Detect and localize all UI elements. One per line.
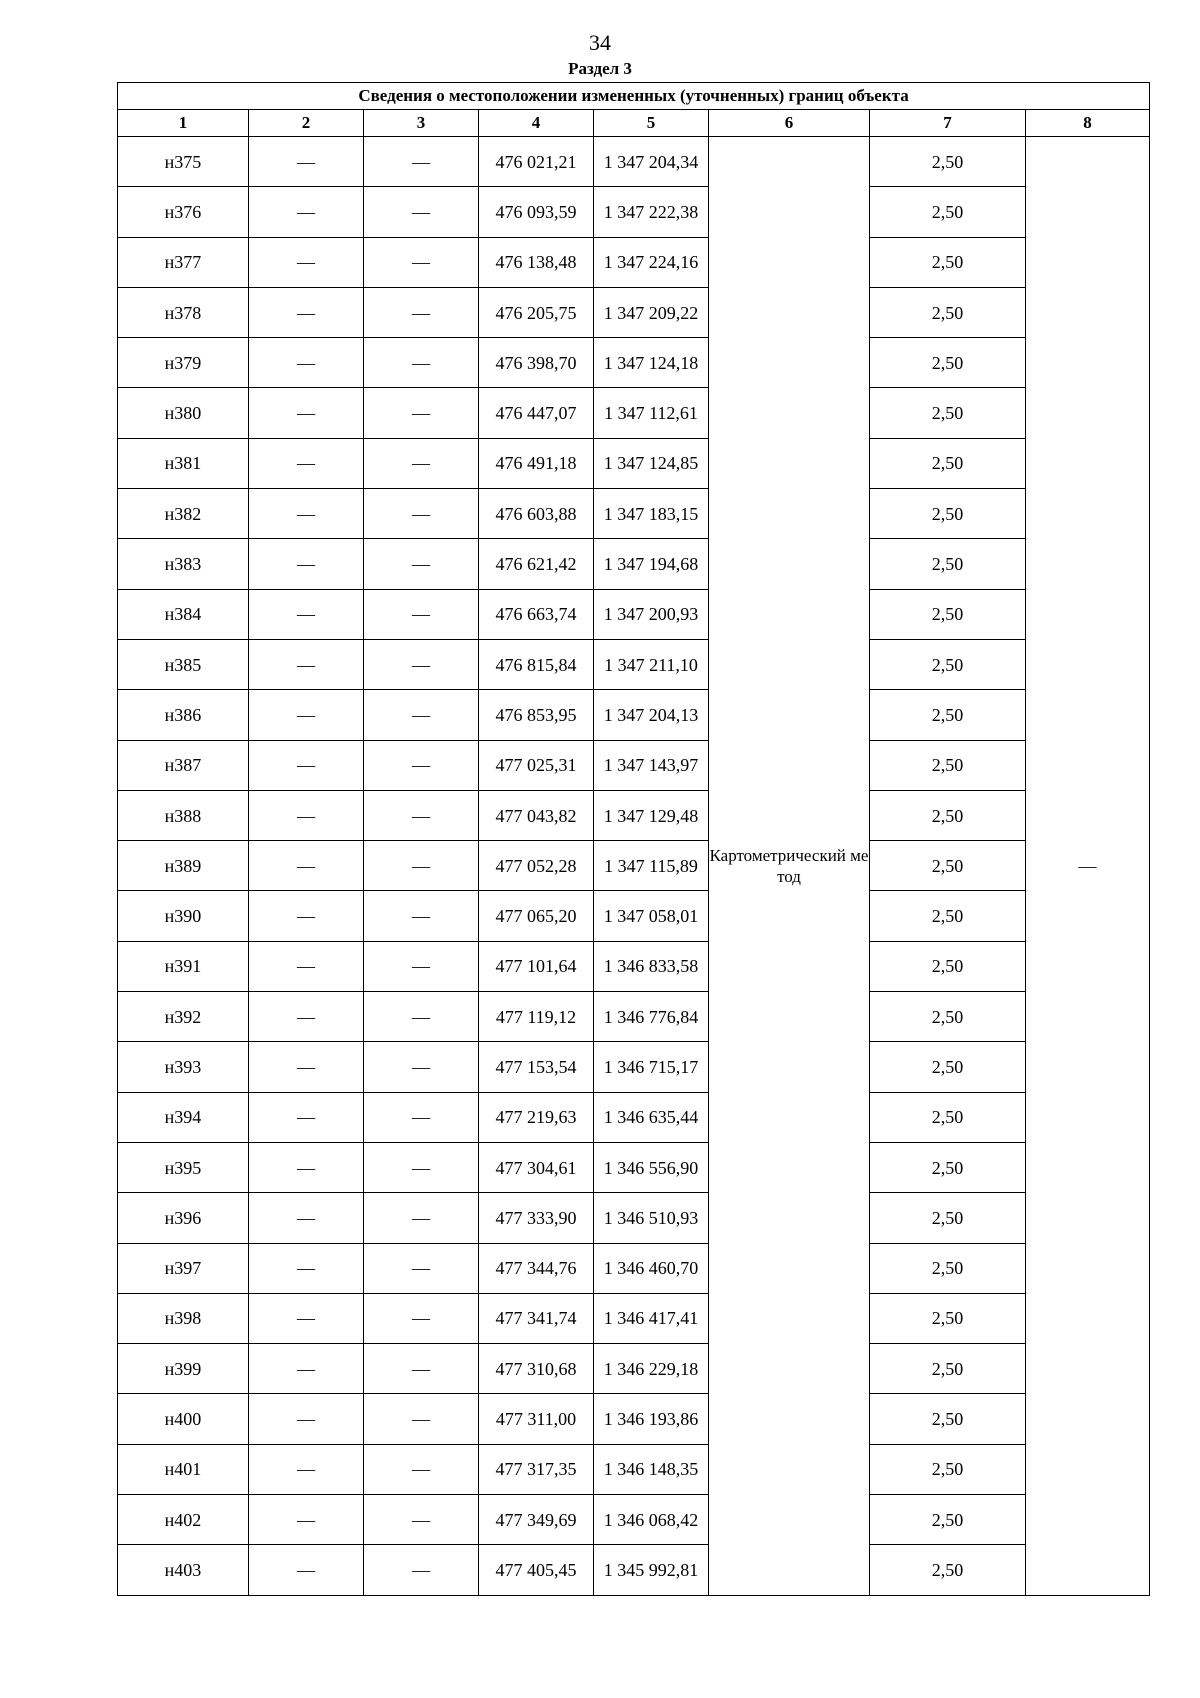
col2-value: — bbox=[249, 841, 364, 891]
y-coordinate: 1 347 112,61 bbox=[594, 388, 709, 438]
table-row bbox=[118, 1042, 1150, 1092]
col2-value: — bbox=[249, 438, 364, 488]
column-header: 4 bbox=[479, 110, 594, 137]
table-row bbox=[118, 137, 1150, 187]
x-coordinate: 476 447,07 bbox=[479, 388, 594, 438]
x-coordinate: 477 311,00 bbox=[479, 1394, 594, 1444]
column-header: 1 bbox=[118, 110, 249, 137]
y-coordinate: 1 346 510,93 bbox=[594, 1193, 709, 1243]
col3-value: — bbox=[364, 841, 479, 891]
point-id: н385 bbox=[118, 639, 249, 689]
accuracy-value: 2,50 bbox=[870, 388, 1026, 438]
table-row bbox=[118, 1344, 1150, 1394]
accuracy-value: 2,50 bbox=[870, 1293, 1026, 1343]
table-row bbox=[118, 589, 1150, 639]
col2-value: — bbox=[249, 790, 364, 840]
accuracy-value: 2,50 bbox=[870, 941, 1026, 991]
y-coordinate: 1 347 194,68 bbox=[594, 539, 709, 589]
table-row bbox=[118, 740, 1150, 790]
y-coordinate: 1 347 129,48 bbox=[594, 790, 709, 840]
column-header: 6 bbox=[709, 110, 870, 137]
y-coordinate: 1 347 224,16 bbox=[594, 237, 709, 287]
boundary-table bbox=[117, 82, 1150, 1596]
col2-value: — bbox=[249, 1042, 364, 1092]
point-id: н394 bbox=[118, 1092, 249, 1142]
accuracy-value: 2,50 bbox=[870, 841, 1026, 891]
col3-value: — bbox=[364, 438, 479, 488]
accuracy-value: 2,50 bbox=[870, 137, 1026, 187]
x-coordinate: 476 491,18 bbox=[479, 438, 594, 488]
point-id: н378 bbox=[118, 287, 249, 337]
x-coordinate: 477 317,35 bbox=[479, 1444, 594, 1494]
table-row bbox=[118, 639, 1150, 689]
point-id: н389 bbox=[118, 841, 249, 891]
accuracy-value: 2,50 bbox=[870, 1394, 1026, 1444]
table-row bbox=[118, 1293, 1150, 1343]
point-id: н381 bbox=[118, 438, 249, 488]
table-row bbox=[118, 841, 1150, 891]
table-row bbox=[118, 1545, 1150, 1595]
col2-value: — bbox=[249, 1444, 364, 1494]
col3-value: — bbox=[364, 790, 479, 840]
col2-value: — bbox=[249, 1344, 364, 1394]
column-header: 3 bbox=[364, 110, 479, 137]
x-coordinate: 476 093,59 bbox=[479, 187, 594, 237]
col2-value: — bbox=[249, 1243, 364, 1293]
col2-value: — bbox=[249, 690, 364, 740]
col2-value: — bbox=[249, 1193, 364, 1243]
x-coordinate: 477 341,74 bbox=[479, 1293, 594, 1343]
table-row bbox=[118, 941, 1150, 991]
table-row bbox=[118, 489, 1150, 539]
col3-value: — bbox=[364, 891, 479, 941]
x-coordinate: 477 310,68 bbox=[479, 1344, 594, 1394]
x-coordinate: 476 021,21 bbox=[479, 137, 594, 187]
col2-value: — bbox=[249, 1092, 364, 1142]
y-coordinate: 1 347 222,38 bbox=[594, 187, 709, 237]
point-id: н380 bbox=[118, 388, 249, 438]
column-header: 2 bbox=[249, 110, 364, 137]
col3-value: — bbox=[364, 992, 479, 1042]
point-id: н377 bbox=[118, 237, 249, 287]
y-coordinate: 1 346 833,58 bbox=[594, 941, 709, 991]
point-id: н376 bbox=[118, 187, 249, 237]
col3-value: — bbox=[364, 740, 479, 790]
y-coordinate: 1 346 556,90 bbox=[594, 1142, 709, 1192]
accuracy-value: 2,50 bbox=[870, 1495, 1026, 1545]
accuracy-value: 2,50 bbox=[870, 338, 1026, 388]
page-number: 34 bbox=[589, 30, 611, 55]
table-row bbox=[118, 690, 1150, 740]
x-coordinate: 476 663,74 bbox=[479, 589, 594, 639]
point-id: н395 bbox=[118, 1142, 249, 1192]
y-coordinate: 1 347 058,01 bbox=[594, 891, 709, 941]
y-coordinate: 1 346 715,17 bbox=[594, 1042, 709, 1092]
table-row bbox=[118, 1444, 1150, 1494]
col2-value: — bbox=[249, 287, 364, 337]
col8-value: — bbox=[1026, 137, 1150, 1596]
col2-value: — bbox=[249, 740, 364, 790]
col3-value: — bbox=[364, 1092, 479, 1142]
col3-value: — bbox=[364, 1142, 479, 1192]
y-coordinate: 1 347 115,89 bbox=[594, 841, 709, 891]
table-row bbox=[118, 891, 1150, 941]
y-coordinate: 1 347 204,13 bbox=[594, 690, 709, 740]
col2-value: — bbox=[249, 1293, 364, 1343]
y-coordinate: 1 347 124,18 bbox=[594, 338, 709, 388]
col2-value: — bbox=[249, 1394, 364, 1444]
x-coordinate: 477 025,31 bbox=[479, 740, 594, 790]
table-row bbox=[118, 790, 1150, 840]
x-coordinate: 477 219,63 bbox=[479, 1092, 594, 1142]
point-id: н387 bbox=[118, 740, 249, 790]
col3-value: — bbox=[364, 639, 479, 689]
x-coordinate: 476 853,95 bbox=[479, 690, 594, 740]
point-id: н398 bbox=[118, 1293, 249, 1343]
col2-value: — bbox=[249, 1545, 364, 1595]
x-coordinate: 477 304,61 bbox=[479, 1142, 594, 1192]
accuracy-value: 2,50 bbox=[870, 1092, 1026, 1142]
point-id: н401 bbox=[118, 1444, 249, 1494]
point-id: н375 bbox=[118, 137, 249, 187]
col2-value: — bbox=[249, 1495, 364, 1545]
col3-value: — bbox=[364, 1344, 479, 1394]
table-row bbox=[118, 1092, 1150, 1142]
accuracy-value: 2,50 bbox=[870, 790, 1026, 840]
point-id: н402 bbox=[118, 1495, 249, 1545]
point-id: н399 bbox=[118, 1344, 249, 1394]
col3-value: — bbox=[364, 489, 479, 539]
col2-value: — bbox=[249, 639, 364, 689]
table-row bbox=[118, 1495, 1150, 1545]
accuracy-value: 2,50 bbox=[870, 489, 1026, 539]
accuracy-value: 2,50 bbox=[870, 187, 1026, 237]
accuracy-value: 2,50 bbox=[870, 1142, 1026, 1192]
accuracy-value: 2,50 bbox=[870, 891, 1026, 941]
x-coordinate: 477 349,69 bbox=[479, 1495, 594, 1545]
col3-value: — bbox=[364, 1193, 479, 1243]
section-title: Раздел 3 bbox=[568, 59, 632, 78]
x-coordinate: 476 603,88 bbox=[479, 489, 594, 539]
accuracy-value: 2,50 bbox=[870, 1344, 1026, 1394]
y-coordinate: 1 345 992,81 bbox=[594, 1545, 709, 1595]
point-id: н382 bbox=[118, 489, 249, 539]
point-id: н384 bbox=[118, 589, 249, 639]
col3-value: — bbox=[364, 287, 479, 337]
col3-value: — bbox=[364, 1495, 479, 1545]
y-coordinate: 1 346 460,70 bbox=[594, 1243, 709, 1293]
col3-value: — bbox=[364, 1243, 479, 1293]
col2-value: — bbox=[249, 338, 364, 388]
point-id: н403 bbox=[118, 1545, 249, 1595]
accuracy-value: 2,50 bbox=[870, 438, 1026, 488]
table-row bbox=[118, 1193, 1150, 1243]
x-coordinate: 476 621,42 bbox=[479, 539, 594, 589]
accuracy-value: 2,50 bbox=[870, 287, 1026, 337]
table-caption-row bbox=[118, 83, 1150, 110]
accuracy-value: 2,50 bbox=[870, 690, 1026, 740]
table-row bbox=[118, 992, 1150, 1042]
col3-value: — bbox=[364, 1293, 479, 1343]
point-id: н390 bbox=[118, 891, 249, 941]
x-coordinate: 477 333,90 bbox=[479, 1193, 594, 1243]
point-id: н397 bbox=[118, 1243, 249, 1293]
col2-value: — bbox=[249, 891, 364, 941]
accuracy-value: 2,50 bbox=[870, 539, 1026, 589]
table-row bbox=[118, 338, 1150, 388]
col2-value: — bbox=[249, 941, 364, 991]
col2-value: — bbox=[249, 589, 364, 639]
col3-value: — bbox=[364, 1042, 479, 1092]
method-cell: Картометрический метод bbox=[709, 137, 870, 1596]
y-coordinate: 1 346 776,84 bbox=[594, 992, 709, 1042]
table-row bbox=[118, 388, 1150, 438]
table-row bbox=[118, 438, 1150, 488]
accuracy-value: 2,50 bbox=[870, 1243, 1026, 1293]
y-coordinate: 1 346 229,18 bbox=[594, 1344, 709, 1394]
y-coordinate: 1 346 193,86 bbox=[594, 1394, 709, 1444]
col3-value: — bbox=[364, 690, 479, 740]
column-header: 8 bbox=[1026, 110, 1150, 137]
col3-value: — bbox=[364, 1545, 479, 1595]
point-id: н379 bbox=[118, 338, 249, 388]
table-row bbox=[118, 237, 1150, 287]
col3-value: — bbox=[364, 589, 479, 639]
col3-value: — bbox=[364, 1444, 479, 1494]
accuracy-value: 2,50 bbox=[870, 589, 1026, 639]
y-coordinate: 1 347 209,22 bbox=[594, 287, 709, 337]
y-coordinate: 1 347 200,93 bbox=[594, 589, 709, 639]
point-id: н396 bbox=[118, 1193, 249, 1243]
col2-value: — bbox=[249, 992, 364, 1042]
x-coordinate: 477 101,64 bbox=[479, 941, 594, 991]
accuracy-value: 2,50 bbox=[870, 992, 1026, 1042]
y-coordinate: 1 347 211,10 bbox=[594, 639, 709, 689]
col2-value: — bbox=[249, 489, 364, 539]
accuracy-value: 2,50 bbox=[870, 1193, 1026, 1243]
x-coordinate: 477 043,82 bbox=[479, 790, 594, 840]
col3-value: — bbox=[364, 187, 479, 237]
table-caption: Сведения о местоположении измененных (уточненных) границ объекта bbox=[118, 83, 1150, 110]
x-coordinate: 477 153,54 bbox=[479, 1042, 594, 1092]
table-body bbox=[118, 137, 1150, 1596]
point-id: н388 bbox=[118, 790, 249, 840]
x-coordinate: 476 815,84 bbox=[479, 639, 594, 689]
col2-value: — bbox=[249, 1142, 364, 1192]
x-coordinate: 476 205,75 bbox=[479, 287, 594, 337]
y-coordinate: 1 347 183,15 bbox=[594, 489, 709, 539]
y-coordinate: 1 346 148,35 bbox=[594, 1444, 709, 1494]
point-id: н386 bbox=[118, 690, 249, 740]
y-coordinate: 1 347 124,85 bbox=[594, 438, 709, 488]
accuracy-value: 2,50 bbox=[870, 1545, 1026, 1595]
col3-value: — bbox=[364, 338, 479, 388]
x-coordinate: 477 065,20 bbox=[479, 891, 594, 941]
col3-value: — bbox=[364, 237, 479, 287]
y-coordinate: 1 346 417,41 bbox=[594, 1293, 709, 1343]
x-coordinate: 477 344,76 bbox=[479, 1243, 594, 1293]
col3-value: — bbox=[364, 388, 479, 438]
accuracy-value: 2,50 bbox=[870, 237, 1026, 287]
table-row bbox=[118, 1243, 1150, 1293]
x-coordinate: 477 119,12 bbox=[479, 992, 594, 1042]
accuracy-value: 2,50 bbox=[870, 639, 1026, 689]
y-coordinate: 1 346 068,42 bbox=[594, 1495, 709, 1545]
col2-value: — bbox=[249, 137, 364, 187]
point-id: н393 bbox=[118, 1042, 249, 1092]
point-id: н392 bbox=[118, 992, 249, 1042]
column-header-row bbox=[118, 110, 1150, 137]
col2-value: — bbox=[249, 388, 364, 438]
point-id: н391 bbox=[118, 941, 249, 991]
col3-value: — bbox=[364, 137, 479, 187]
col3-value: — bbox=[364, 941, 479, 991]
table-row bbox=[118, 287, 1150, 337]
accuracy-value: 2,50 bbox=[870, 1042, 1026, 1092]
col2-value: — bbox=[249, 237, 364, 287]
column-header: 7 bbox=[870, 110, 1026, 137]
table-row bbox=[118, 1142, 1150, 1192]
y-coordinate: 1 347 143,97 bbox=[594, 740, 709, 790]
table-row bbox=[118, 187, 1150, 237]
column-header: 5 bbox=[594, 110, 709, 137]
table-row bbox=[118, 1394, 1150, 1444]
point-id: н383 bbox=[118, 539, 249, 589]
accuracy-value: 2,50 bbox=[870, 740, 1026, 790]
x-coordinate: 476 138,48 bbox=[479, 237, 594, 287]
x-coordinate: 476 398,70 bbox=[479, 338, 594, 388]
y-coordinate: 1 346 635,44 bbox=[594, 1092, 709, 1142]
point-id: н400 bbox=[118, 1394, 249, 1444]
x-coordinate: 477 052,28 bbox=[479, 841, 594, 891]
col2-value: — bbox=[249, 187, 364, 237]
x-coordinate: 477 405,45 bbox=[479, 1545, 594, 1595]
col2-value: — bbox=[249, 539, 364, 589]
table-row bbox=[118, 539, 1150, 589]
accuracy-value: 2,50 bbox=[870, 1444, 1026, 1494]
col3-value: — bbox=[364, 539, 479, 589]
y-coordinate: 1 347 204,34 bbox=[594, 137, 709, 187]
col3-value: — bbox=[364, 1394, 479, 1444]
